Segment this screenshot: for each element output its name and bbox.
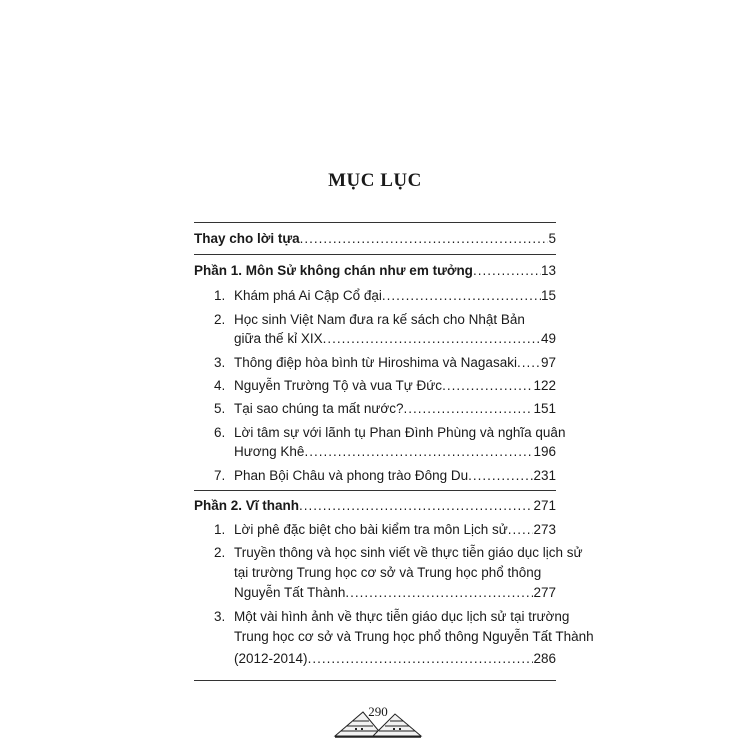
bottom-divider bbox=[194, 680, 556, 681]
toc-entry[interactable] bbox=[214, 608, 570, 626]
toc-entry-text: Lời tâm sự với lãnh tụ Phan Đình Phùng và nghĩa quân bbox=[234, 425, 566, 440]
dot-leader bbox=[308, 650, 534, 668]
toc-entry-text: Phan Bội Châu và phong trào Đông Du bbox=[234, 468, 469, 483]
toc-part-heading[interactable] bbox=[194, 497, 556, 515]
toc-entry-text: Học sinh Việt Nam đưa ra kế sách cho Nhật Bản bbox=[234, 312, 525, 327]
toc-entry-text-cont: Trung học cơ sở và Trung học phổ thông Nguyễn Tất Thành bbox=[234, 629, 594, 644]
toc-entry-continuation[interactable] bbox=[234, 628, 594, 646]
section-divider bbox=[194, 254, 556, 255]
dot-leader bbox=[517, 354, 541, 372]
toc-part-heading[interactable] bbox=[194, 262, 556, 280]
toc-page-number: 122 bbox=[533, 378, 556, 393]
toc-page-number: 97 bbox=[540, 355, 556, 370]
page-title: MỤC LỤC bbox=[328, 170, 422, 191]
toc-entry-text-cont: giữa thế kỉ XIX bbox=[234, 331, 323, 346]
toc-entry-continuation[interactable] bbox=[234, 330, 556, 348]
toc-entry-text: Lời phê đặc biệt cho bài kiểm tra môn Lịch sử bbox=[234, 522, 508, 537]
toc-entry[interactable] bbox=[214, 287, 556, 305]
toc-page-number: 151 bbox=[533, 401, 556, 416]
dot-leader bbox=[323, 330, 541, 348]
section-divider bbox=[194, 490, 556, 491]
dot-leader bbox=[468, 467, 533, 485]
toc-entry-text: Tại sao chúng ta mất nước? bbox=[234, 401, 404, 416]
dot-leader bbox=[442, 377, 533, 395]
dot-leader bbox=[382, 287, 541, 305]
toc-page-number: 273 bbox=[533, 522, 556, 537]
toc-entry[interactable] bbox=[214, 400, 556, 418]
toc-entry-number: 4. bbox=[214, 378, 226, 393]
toc-page-number: 5 bbox=[548, 231, 556, 246]
toc-entry-continuation[interactable] bbox=[234, 650, 556, 668]
toc-entry-number: 5. bbox=[214, 401, 226, 416]
dot-leader bbox=[299, 497, 533, 515]
toc-entry-continuation[interactable] bbox=[234, 584, 556, 602]
toc-page-number: 277 bbox=[533, 585, 556, 600]
toc-entry[interactable] bbox=[214, 311, 556, 329]
toc-page-number: 286 bbox=[533, 651, 556, 666]
toc-entry[interactable] bbox=[214, 424, 566, 442]
toc-entry-text: Một vài hình ảnh về thực tiễn giáo dục lịch sử tại trường bbox=[234, 609, 570, 624]
toc-page-number: 49 bbox=[540, 331, 556, 346]
toc-entry-text-cont: Hương Khê bbox=[234, 444, 305, 459]
toc-entry-text-cont: (2012-2014) bbox=[234, 651, 308, 666]
top-divider bbox=[194, 222, 556, 223]
dot-leader bbox=[508, 521, 534, 539]
toc-entry[interactable] bbox=[214, 467, 556, 485]
toc-entry[interactable] bbox=[214, 521, 556, 539]
toc-entry-number: 1. bbox=[214, 288, 226, 303]
toc-entry[interactable] bbox=[214, 377, 556, 395]
toc-entry-continuation[interactable] bbox=[234, 564, 556, 582]
toc-entry-text: Thay cho lời tựa bbox=[194, 231, 300, 246]
toc-part-title: Phần 2. Vĩ thanh bbox=[194, 498, 300, 513]
dot-leader bbox=[300, 230, 549, 248]
toc-entry-text-cont: Nguyễn Tất Thành bbox=[234, 585, 346, 600]
toc-entry-number: 3. bbox=[214, 355, 226, 370]
toc-part-title: Phần 1. Môn Sử không chán như em tưởng bbox=[194, 263, 473, 278]
toc-entry-text: Truyền thông và học sinh viết về thực tiễn giáo dục lịch sử bbox=[234, 545, 583, 560]
page-number: 290 bbox=[368, 704, 388, 719]
page-footer bbox=[333, 700, 423, 740]
dot-leader bbox=[345, 584, 533, 602]
toc-entry-number: 7. bbox=[214, 468, 226, 483]
toc-page-number: 231 bbox=[533, 468, 556, 483]
toc-entry-text-cont: tại trường Trung học cơ sở và Trung học phổ thông bbox=[234, 565, 542, 580]
dot-leader bbox=[304, 443, 533, 461]
toc-page-number: 15 bbox=[540, 288, 556, 303]
toc-entry-number: 1. bbox=[214, 522, 226, 537]
dot-leader bbox=[473, 262, 541, 280]
toc-entry[interactable] bbox=[214, 544, 583, 562]
toc-page-number: 271 bbox=[533, 498, 556, 513]
toc-page-number: 196 bbox=[533, 444, 556, 459]
toc-entry[interactable] bbox=[214, 354, 556, 372]
toc-entry-text: Khám phá Ai Cập Cổ đại bbox=[234, 288, 382, 303]
toc-entry-number: 3. bbox=[214, 609, 226, 624]
toc-entry-preface[interactable] bbox=[194, 230, 556, 248]
toc-entry-text: Thông điệp hòa bình từ Hiroshima và Nagasaki bbox=[234, 355, 517, 370]
dot-leader bbox=[403, 400, 533, 418]
toc-entry-number: 2. bbox=[214, 312, 226, 327]
toc-entry-text: Nguyễn Trường Tộ và vua Tự Đức bbox=[234, 378, 443, 393]
toc-entry-number: 6. bbox=[214, 425, 226, 440]
toc-entry-continuation[interactable] bbox=[234, 443, 556, 461]
toc-page-number: 13 bbox=[540, 263, 556, 278]
toc-entry-number: 2. bbox=[214, 545, 226, 560]
